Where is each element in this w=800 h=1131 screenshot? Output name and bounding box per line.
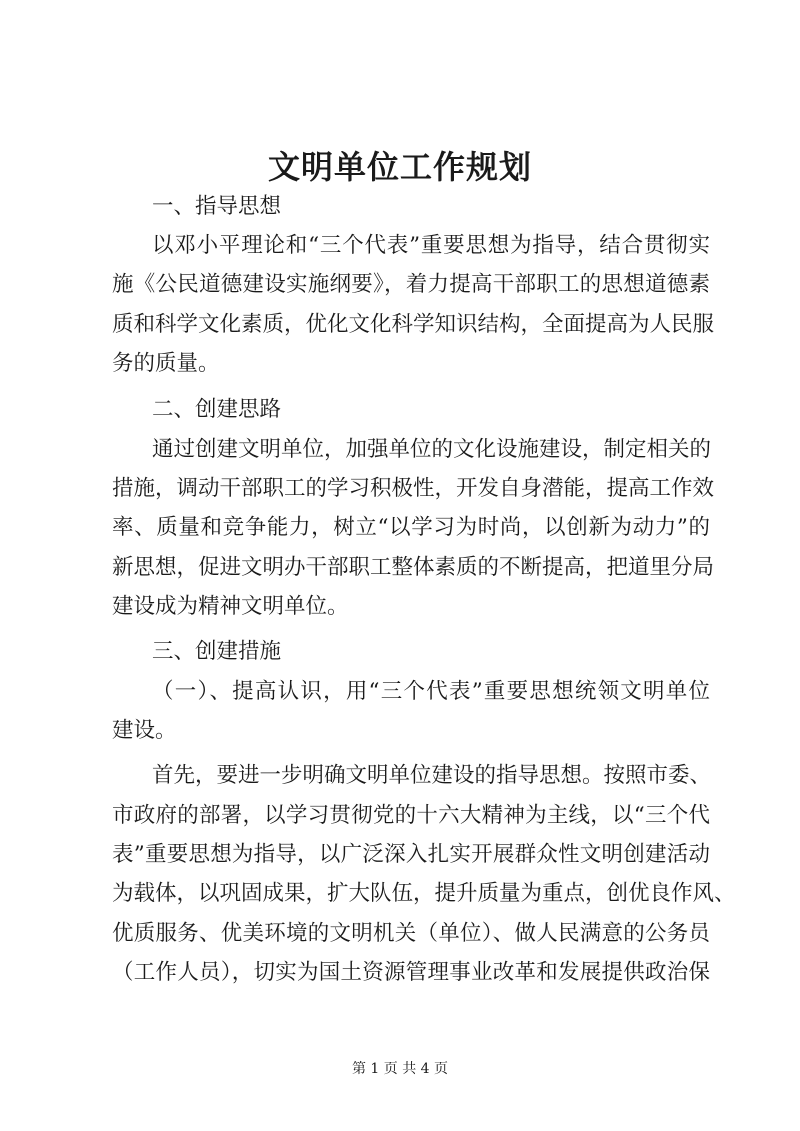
paragraph-line: 表”重要思想为指导，以广泛深入扎实开展群众性文明创建活动 [112, 842, 710, 867]
paragraph-line: 为载体，以巩固成果，扩大队伍，提升质量为重点，创优良作风、 [112, 881, 736, 906]
section-heading-3: 三、创建措施 [152, 639, 282, 664]
document-title: 文明单位工作规划 [267, 148, 532, 186]
paragraph-line: 以邓小平理论和“三个代表”重要思想为指导，结合贯彻实 [152, 233, 710, 258]
subsection-heading: （一）、提高认识，用“三个代表”重要思想统领文明单位 [152, 679, 710, 704]
paragraph-line: 务的质量。 [112, 351, 220, 376]
paragraph-line: 措施，调动干部职工的学习积极性，开发自身潜能，提高工作效 [112, 476, 715, 501]
paragraph-line: 率、质量和竞争能力，树立“以学习为时尚，以创新为动力”的 [112, 515, 710, 540]
section-heading-1: 一、指导思想 [152, 194, 282, 219]
paragraph-line: 市政府的部署，以学习贯彻党的十六大精神为主线，以“三个代 [112, 803, 710, 828]
paragraph-line: 施《公民道德建设实施纲要》，着力提高干部职工的思想道德素 [112, 272, 710, 297]
paragraph-line: 首先，要进一步明确文明单位建设的指导思想。按照市委、 [152, 763, 712, 788]
paragraph-line: 优质服务、优美环境的文明机关（单位）、做人民满意的公务员 [112, 921, 710, 946]
paragraph-line: 新思想，促进文明办干部职工整体素质的不断提高，把道里分局 [112, 555, 715, 580]
paragraph-line: 通过创建文明单位，加强单位的文化设施建设，制定相关的 [152, 437, 712, 462]
paragraph-line: 建设成为精神文明单位。 [112, 594, 349, 619]
paragraph-line: 建设。 [112, 718, 177, 743]
section-heading-2: 二、创建思路 [152, 397, 282, 422]
paragraph-line: 质和科学文化素质，优化文化科学知识结构，全面提高为人民服 [112, 312, 715, 337]
paragraph-line: （工作人员），切实为国土资源管理事业改革和发展提供政治保 [112, 960, 710, 985]
page-footer: 第 1 页 共 4 页 [351, 1061, 449, 1077]
